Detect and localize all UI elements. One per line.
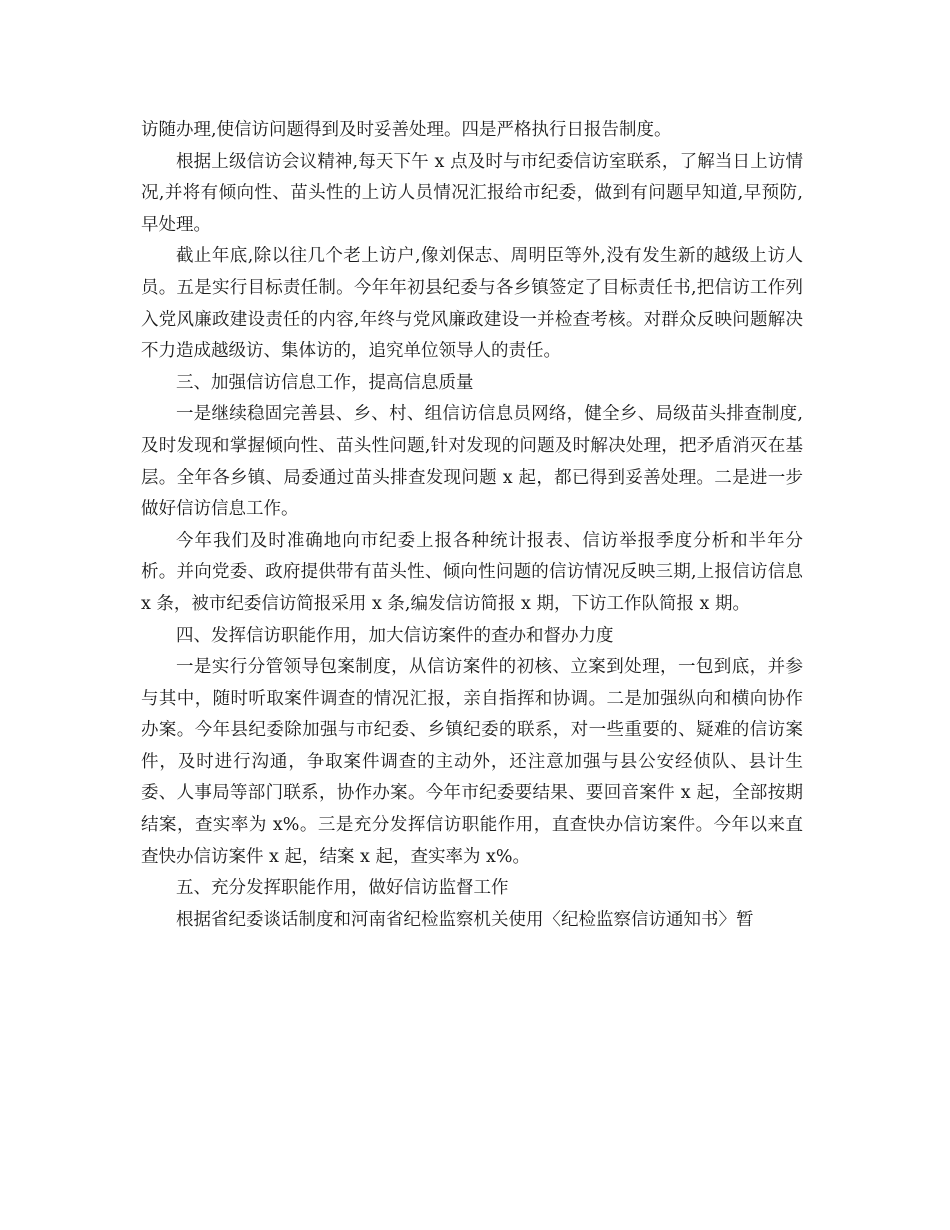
section-heading-5: 五、充分发挥职能作用，做好信访监督工作 [176,878,509,899]
paragraph-6: 今年我们及时准确地向市纪委上报各种统计报表、信访举报季度分析和半年分析。并向党委、政府提供带有苗头性、倾向性问题的信访情况反映三期,上报信访信息 x 条，被市纪委信访简报采用 x 条,编发信访简报 x 期，下访工作队简报 x 期。 [141,530,803,614]
section-heading-3: 三、加强信访信息工作，提高信息质量 [176,372,474,393]
paragraph-2: 根据上级信访会议精神,每天下午 x 点及时与市纪委信访室联系，了解当日上访情况,并将有倾向性、苗头性的上访人员情况汇报给市纪委，做到有问题早知道,早预防,早处理。 [141,151,803,235]
section-heading-4: 四、发挥信访职能作用，加大信访案件的查办和督办力度 [176,625,614,646]
paragraph-8: 一是实行分管领导包案制度，从信访案件的初核、立案到处理，一包到底，并参与其中，随时听取案件调查的情况汇报，亲自指挥和协调。二是加强纵向和横向协作办案。今年县纪委除加强与市纪委、乡镇纪委的联系，对一些重要的、疑难的信访案件，及时进行沟通，争取案件调查的主动外，还注意加强与县公安经侦队、县计生委、人事局等部门联系，协作办案。今年市纪委要结果、要回音案件 x 起，全部按期结案，查实率为 x%。三是充分发挥信访职能作用，直查快办信访案件。今年以来直查快办信访案件 x 起，结案 x 起，查实率为 x%。 [141,657,803,867]
document-body [141,115,803,936]
paragraph-3: 截止年底,除以往几个老上访户,像刘保志、周明臣等外,没有发生新的越级上访人员。五是实行目标责任制。今年年初县纪委与各乡镇签定了目标责任书,把信访工作列入党风廉政建设责任的内容,年终与党风廉政建设一并检查考核。对群众反映问题解决不力造成越级访、集体访的，追究单位领导人的责任。 [141,246,803,362]
paragraph-10: 根据省纪委谈话制度和河南省纪检监察机关使用〈纪检监察信访通知书〉暂 [176,909,754,930]
paragraph-1: 访随办理,使信访问题得到及时妥善处理。四是严格执行日报告制度。 [141,120,672,140]
paragraph-5: 一是继续稳固完善县、乡、村、组信访信息员网络，健全乡、局级苗头排查制度,及时发现和掌握倾向性、苗头性问题,针对发现的问题及时解决处理，把矛盾消灭在基层。全年各乡镇、局委通过苗头排查发现问题 x 起，都已得到妥善处理。二是进一步做好信访信息工作。 [141,404,803,520]
